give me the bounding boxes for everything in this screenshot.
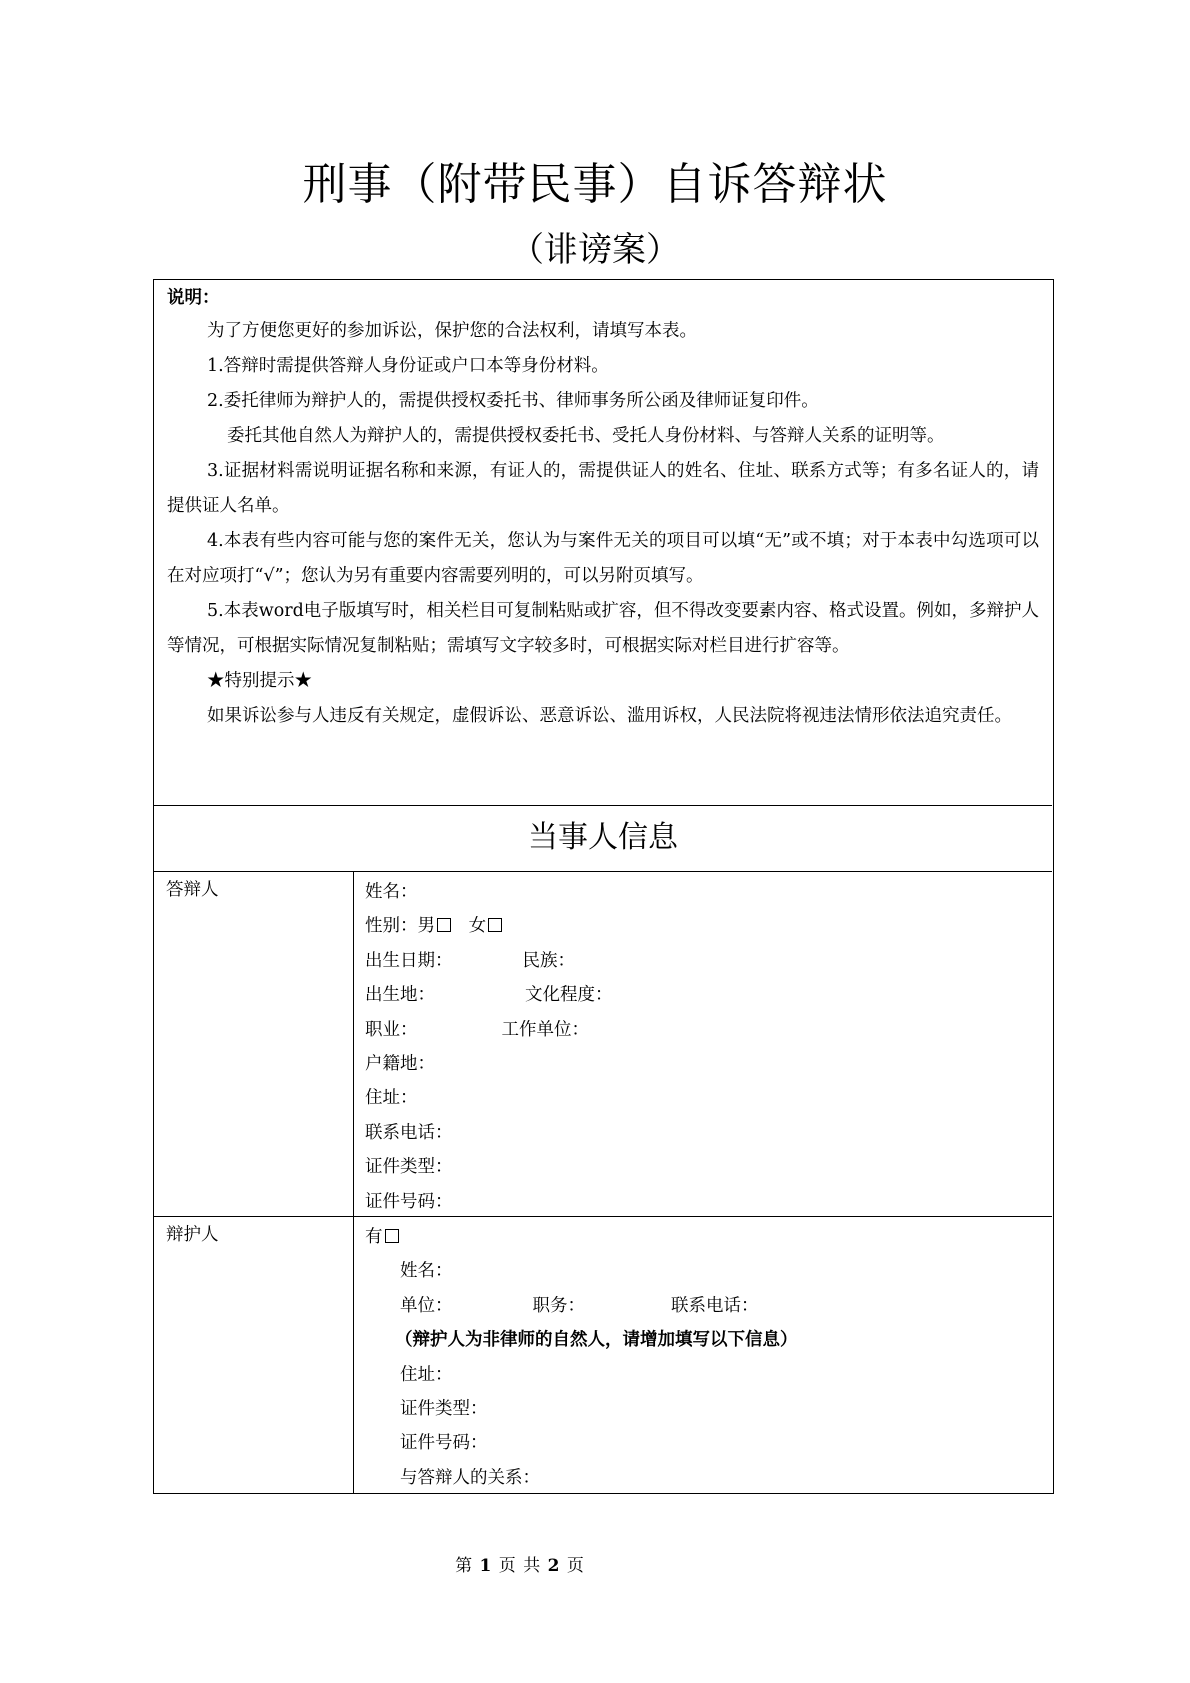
- defender-id-type-field[interactable]: 证件类型：: [400, 1398, 488, 1419]
- instruction-item-4: 4.本表有些内容可能与您的案件无关，您认为与案件无关的项目可以填“无”或不填；对于本表中勾选项可以在对应项打“√”；您认为另有重要内容需要列明的，可以另附页填写。: [167, 531, 1039, 586]
- respondent-row: [154, 872, 1052, 1217]
- document-subtitle: （诽谤案）: [510, 230, 680, 270]
- gender-male-checkbox[interactable]: [437, 918, 451, 932]
- instruction-item-3: 3.证据材料需说明证据名称和来源，有证人的，需提供证人的姓名、住址、联系方式等；有多名证人的，请提供证人名单。: [167, 461, 1039, 516]
- defender-unit-field[interactable]: 单位：: [400, 1295, 453, 1316]
- respondent-fields: [354, 872, 1052, 1219]
- gender-male-label: 男: [417, 916, 435, 937]
- respondent-household-field[interactable]: 户籍地：: [365, 1053, 435, 1074]
- instruction-item-2-cont: 委托其他自然人为辩护人的，需提供授权委托书、受托人身份材料、与答辩人关系的证明等。: [227, 426, 945, 446]
- special-notice-text: 如果诉讼参与人违反有关规定，虚假诉讼、恶意诉讼、滥用诉权，人民法院将视违法情形依法追究责任。: [207, 706, 1012, 726]
- footer-page-unit: 页: [498, 1556, 517, 1576]
- instructions-heading: 说明：: [167, 288, 220, 308]
- respondent-ethnicity-field[interactable]: 民族：: [522, 950, 575, 971]
- defender-phone-field[interactable]: 联系电话：: [671, 1295, 759, 1316]
- instruction-item-2: 2.委托律师为辩护人的，需提供授权委托书、律师事务所公函及律师证复印件。: [207, 391, 819, 411]
- respondent-id-type-field[interactable]: 证件类型：: [365, 1157, 453, 1178]
- footer-page-number: 1: [479, 1556, 493, 1576]
- respondent-name-field[interactable]: 姓名：: [365, 882, 418, 902]
- instruction-item-1: 1.答辩时需提供答辩人身份证或户口本等身份材料。: [207, 356, 609, 376]
- defender-relation-field[interactable]: 与答辩人的关系：: [400, 1467, 540, 1488]
- document-title: 刑事（附带民事）自诉答辩状: [302, 159, 888, 210]
- respondent-education-field[interactable]: 文化程度：: [525, 985, 613, 1006]
- respondent-workplace-field[interactable]: 工作单位：: [501, 1019, 589, 1040]
- gender-female-label: 女: [468, 916, 487, 937]
- page-footer: [0, 1551, 1040, 1576]
- defender-position-field[interactable]: 职务：: [532, 1295, 585, 1316]
- footer-page-label: 第: [455, 1556, 474, 1576]
- respondent-occupation-field[interactable]: 职业：: [365, 1019, 418, 1040]
- footer-total-label: 共: [523, 1556, 542, 1576]
- defender-address-field[interactable]: 住址：: [400, 1364, 453, 1385]
- form-table: [153, 279, 1054, 1494]
- respondent-label: 答辩人: [154, 872, 354, 1216]
- instructions-section: [154, 280, 1052, 806]
- defender-name-field[interactable]: 姓名：: [400, 1261, 453, 1282]
- respondent-gender-label: 性别：: [365, 916, 418, 937]
- footer-total-unit: 页: [566, 1556, 585, 1576]
- respondent-birth-date-field[interactable]: 出生日期：: [365, 950, 453, 971]
- defender-label: 辩护人: [154, 1217, 354, 1493]
- gender-female-checkbox[interactable]: [488, 918, 502, 932]
- defender-has-label: 有: [365, 1227, 383, 1247]
- defender-non-lawyer-note: （辩护人为非律师的自然人，请增加填写以下信息）: [395, 1330, 798, 1351]
- defender-row: [154, 1217, 1052, 1493]
- party-info-heading: 当事人信息: [154, 806, 1052, 872]
- respondent-birthplace-field[interactable]: 出生地：: [365, 985, 435, 1006]
- respondent-address-field[interactable]: 住址：: [365, 1088, 418, 1109]
- special-notice-heading: ★特别提示★: [207, 671, 312, 691]
- footer-total-number: 2: [547, 1556, 561, 1576]
- instruction-item-5: 5.本表word电子版填写时，相关栏目可复制粘贴或扩容，但不得改变要素内容、格式设置。例如，多辩护人等情况，可根据实际情况复制粘贴；需填写文字较多时，可根据实际对栏目进行扩容等。: [167, 601, 1039, 656]
- defender-id-number-field[interactable]: 证件号码：: [400, 1433, 488, 1454]
- respondent-id-number-field[interactable]: 证件号码：: [365, 1191, 453, 1212]
- defender-fields: [354, 1217, 1052, 1495]
- defender-has-checkbox[interactable]: [385, 1229, 399, 1243]
- respondent-phone-field[interactable]: 联系电话：: [365, 1122, 453, 1143]
- instruction-intro: 为了方便您更好的参加诉讼，保护您的合法权利，请填写本表。: [207, 321, 697, 341]
